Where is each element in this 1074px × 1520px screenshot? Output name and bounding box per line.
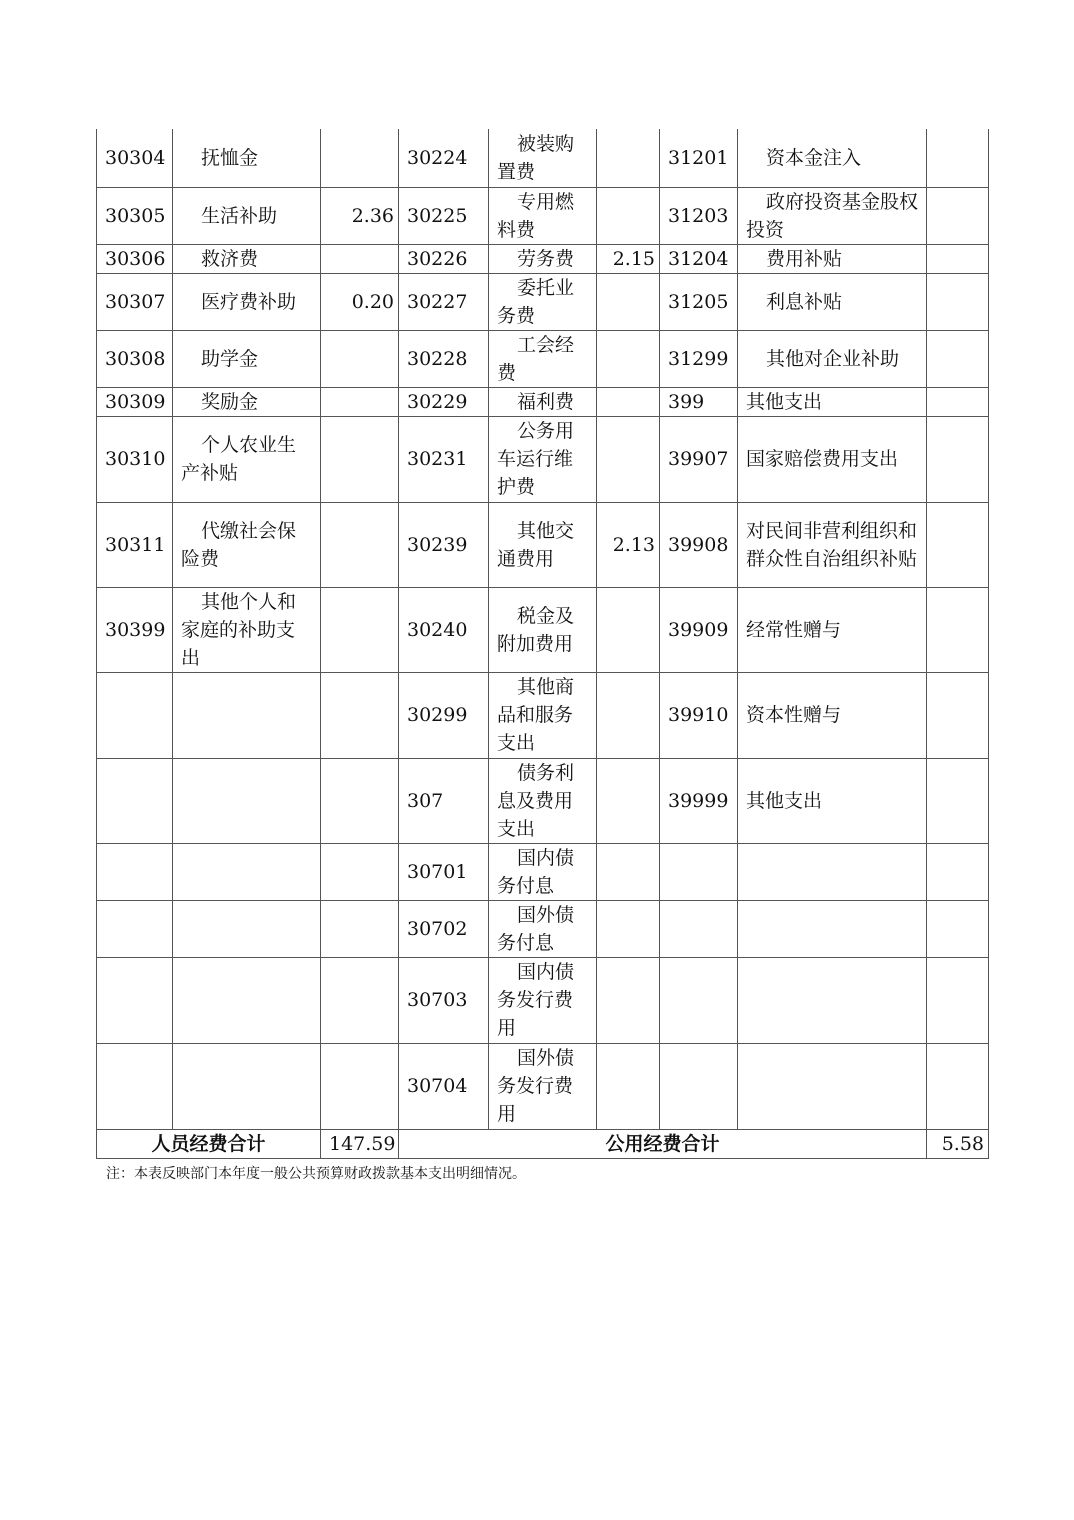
amount-cell [927, 1043, 989, 1129]
amount-cell [321, 672, 399, 758]
amount-cell [321, 957, 399, 1043]
amount-cell [321, 416, 399, 502]
economic-code-cell: 30306 [97, 244, 173, 273]
economic-code-cell: 30308 [97, 330, 173, 387]
item-name-cell: 税金及附加费用 [489, 587, 597, 672]
amount-cell [927, 387, 989, 416]
amount-cell [597, 900, 660, 957]
amount-cell [321, 129, 399, 187]
amount-cell [597, 187, 660, 244]
item-name-cell: 资本性赠与 [738, 672, 927, 758]
item-name-cell: 委托业务费 [489, 273, 597, 330]
amount-cell [321, 758, 399, 843]
amount-cell [597, 387, 660, 416]
item-name-cell: 对民间非营利组织和群众性自治组织补贴 [738, 502, 927, 587]
item-name-cell: 其他支出 [738, 387, 927, 416]
economic-code-cell: 30702 [399, 900, 489, 957]
item-name-cell: 抚恤金 [173, 129, 321, 187]
economic-code-cell [97, 843, 173, 900]
amount-cell [927, 187, 989, 244]
table-row [97, 1043, 989, 1129]
item-name-cell: 资本金注入 [738, 129, 927, 187]
economic-code-cell: 30299 [399, 672, 489, 758]
public-total-value: 5.58 [927, 1129, 989, 1158]
economic-code-cell: 31201 [660, 129, 738, 187]
item-name-cell [738, 957, 927, 1043]
amount-cell [597, 672, 660, 758]
amount-cell [597, 587, 660, 672]
amount-cell [597, 843, 660, 900]
item-name-cell: 经常性赠与 [738, 587, 927, 672]
table-row [97, 587, 989, 672]
table-row [97, 843, 989, 900]
economic-code-cell [97, 900, 173, 957]
item-name-cell: 国内债务付息 [489, 843, 597, 900]
amount-cell [927, 502, 989, 587]
economic-code-cell: 30240 [399, 587, 489, 672]
item-name-cell: 其他支出 [738, 758, 927, 843]
economic-code-cell [660, 843, 738, 900]
economic-code-cell: 399 [660, 387, 738, 416]
amount-cell [597, 758, 660, 843]
economic-code-cell [97, 957, 173, 1043]
item-name-cell: 公务用车运行维护费 [489, 416, 597, 502]
economic-code-cell: 31299 [660, 330, 738, 387]
economic-code-cell: 30703 [399, 957, 489, 1043]
economic-code-cell: 39909 [660, 587, 738, 672]
item-name-cell: 国外债务付息 [489, 900, 597, 957]
item-name-cell [173, 672, 321, 758]
item-name-cell [738, 843, 927, 900]
item-name-cell: 生活补助 [173, 187, 321, 244]
table-row [97, 387, 989, 416]
personnel-total-value: 147.59 [321, 1129, 399, 1158]
economic-code-cell: 30228 [399, 330, 489, 387]
economic-code-cell [97, 758, 173, 843]
amount-cell [927, 129, 989, 187]
amount-cell: 2.13 [597, 502, 660, 587]
item-name-cell: 个人农业生产补贴 [173, 416, 321, 502]
economic-code-cell: 30701 [399, 843, 489, 900]
item-name-cell: 其他商品和服务支出 [489, 672, 597, 758]
economic-code-cell: 30226 [399, 244, 489, 273]
economic-code-cell: 31203 [660, 187, 738, 244]
table-row [97, 273, 989, 330]
item-name-cell: 被装购置费 [489, 129, 597, 187]
item-name-cell: 其他个人和家庭的补助支出 [173, 587, 321, 672]
economic-code-cell [660, 957, 738, 1043]
economic-code-cell: 307 [399, 758, 489, 843]
item-name-cell: 代缴社会保险费 [173, 502, 321, 587]
table-row [97, 187, 989, 244]
amount-cell [321, 502, 399, 587]
economic-code-cell: 30399 [97, 587, 173, 672]
item-name-cell: 工会经费 [489, 330, 597, 387]
economic-code-cell: 30227 [399, 273, 489, 330]
amount-cell: 0.20 [321, 273, 399, 330]
item-name-cell: 其他交通费用 [489, 502, 597, 587]
economic-code-cell: 30304 [97, 129, 173, 187]
item-name-cell [173, 843, 321, 900]
amount-cell: 2.36 [321, 187, 399, 244]
amount-cell [597, 1043, 660, 1129]
item-name-cell: 国内债务发行费用 [489, 957, 597, 1043]
amount-cell [927, 416, 989, 502]
item-name-cell: 专用燃料费 [489, 187, 597, 244]
table-row [97, 416, 989, 502]
amount-cell [927, 957, 989, 1043]
item-name-cell: 奖励金 [173, 387, 321, 416]
amount-cell [927, 330, 989, 387]
economic-code-cell: 30239 [399, 502, 489, 587]
item-name-cell: 医疗费补助 [173, 273, 321, 330]
economic-code-cell: 30310 [97, 416, 173, 502]
table-row [97, 672, 989, 758]
totals-row [97, 1129, 989, 1158]
amount-cell [321, 244, 399, 273]
economic-code-cell: 39910 [660, 672, 738, 758]
item-name-cell: 费用补贴 [738, 244, 927, 273]
item-name-cell: 政府投资基金股权投资 [738, 187, 927, 244]
item-name-cell: 国外债务发行费用 [489, 1043, 597, 1129]
economic-code-cell: 30704 [399, 1043, 489, 1129]
economic-code-cell: 31205 [660, 273, 738, 330]
item-name-cell: 福利费 [489, 387, 597, 416]
item-name-cell [173, 957, 321, 1043]
table-row [97, 244, 989, 273]
amount-cell [927, 843, 989, 900]
personnel-total-label: 人员经费合计 [97, 1129, 321, 1158]
item-name-cell: 助学金 [173, 330, 321, 387]
economic-code-cell [660, 900, 738, 957]
item-name-cell [738, 900, 927, 957]
amount-cell [927, 758, 989, 843]
amount-cell [321, 1043, 399, 1129]
item-name-cell [173, 900, 321, 957]
amount-cell [321, 330, 399, 387]
table-row [97, 758, 989, 843]
economic-code-cell [97, 1043, 173, 1129]
economic-code-cell: 30309 [97, 387, 173, 416]
table-footnote: 注：本表反映部门本年度一般公共预算财政拨款基本支出明细情况。 [106, 1166, 526, 1182]
amount-cell [927, 900, 989, 957]
table-row [97, 330, 989, 387]
amount-cell [321, 387, 399, 416]
expenditure-table [96, 129, 989, 1159]
amount-cell [927, 244, 989, 273]
amount-cell [597, 330, 660, 387]
economic-code-cell: 30224 [399, 129, 489, 187]
economic-code-cell: 30311 [97, 502, 173, 587]
item-name-cell [173, 1043, 321, 1129]
economic-code-cell: 39999 [660, 758, 738, 843]
item-name-cell [173, 758, 321, 843]
amount-cell [597, 129, 660, 187]
amount-cell [597, 416, 660, 502]
public-total-label: 公用经费合计 [399, 1129, 927, 1158]
economic-code-cell: 30307 [97, 273, 173, 330]
table-row [97, 129, 989, 187]
amount-cell [321, 587, 399, 672]
economic-code-cell [660, 1043, 738, 1129]
economic-code-cell: 30229 [399, 387, 489, 416]
table-row [97, 900, 989, 957]
item-name-cell: 救济费 [173, 244, 321, 273]
table-row [97, 957, 989, 1043]
amount-cell [597, 273, 660, 330]
amount-cell [927, 273, 989, 330]
amount-cell [321, 900, 399, 957]
amount-cell [927, 587, 989, 672]
item-name-cell: 利息补贴 [738, 273, 927, 330]
item-name-cell: 其他对企业补助 [738, 330, 927, 387]
economic-code-cell [97, 672, 173, 758]
amount-cell [927, 672, 989, 758]
amount-cell [597, 957, 660, 1043]
economic-code-cell: 39908 [660, 502, 738, 587]
item-name-cell [738, 1043, 927, 1129]
economic-code-cell: 30231 [399, 416, 489, 502]
economic-code-cell: 30225 [399, 187, 489, 244]
table-row [97, 502, 989, 587]
amount-cell [321, 843, 399, 900]
item-name-cell: 劳务费 [489, 244, 597, 273]
economic-code-cell: 31204 [660, 244, 738, 273]
economic-code-cell: 39907 [660, 416, 738, 502]
economic-code-cell: 30305 [97, 187, 173, 244]
item-name-cell: 债务利息及费用支出 [489, 758, 597, 843]
amount-cell: 2.15 [597, 244, 660, 273]
item-name-cell: 国家赔偿费用支出 [738, 416, 927, 502]
